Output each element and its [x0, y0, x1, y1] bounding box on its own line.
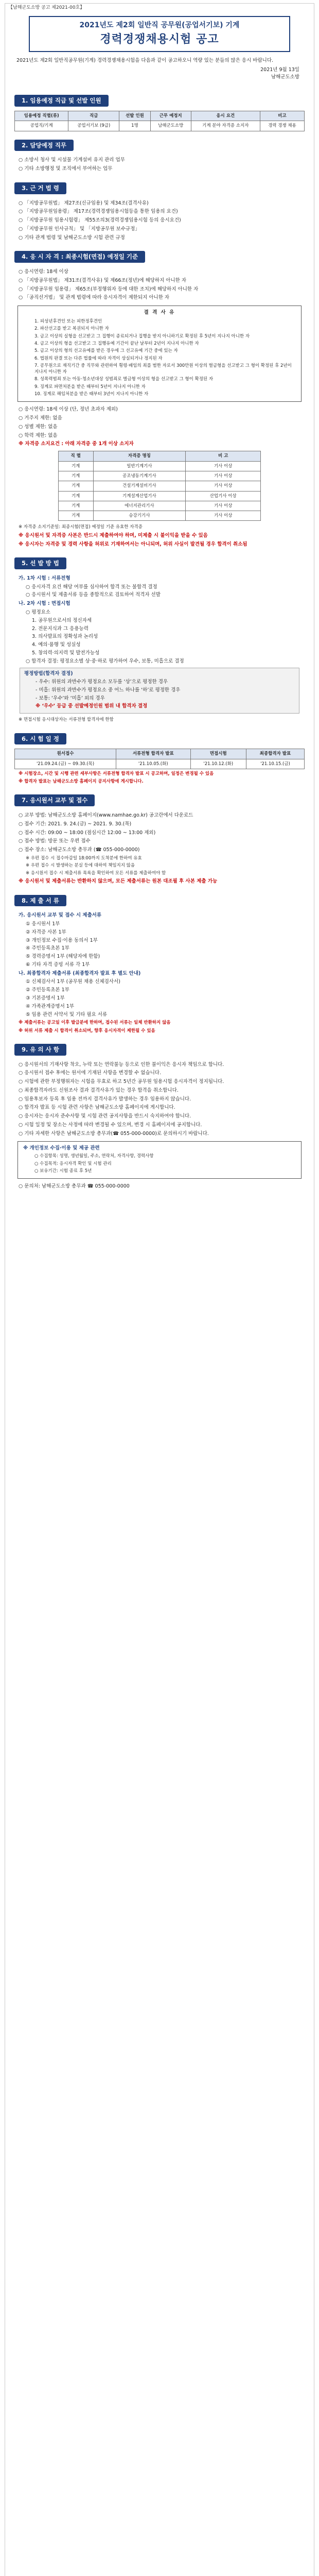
section-1-head: 1. 임용예정 직급 및 선발 인원 [14, 95, 109, 107]
document-warning: ※ 제출서류는 공고일 이후 발급분에 한하며, 접수된 서류는 일체 반환하지 않음 [19, 1020, 171, 1026]
disqualification-item: 7. 공무원으로 재직기간 중 직무와 관련하여 횡령·배임의 죄를 범한 자로서 300만원 이상의 벌금형을 선고받고 그 형이 확정된 후 2년이 지나지 아니한 자 [34, 363, 292, 375]
caution-item: ○ 임용후보자 등록 후 임용 전까지 결격사유가 발생하는 경우 임용하지 않습니다. [19, 1096, 191, 1102]
duty-item: ○ 소방서 청사 및 시설물 기계설비 유지 관리 업무 [19, 157, 125, 163]
license-cell: 산업기사 이상 [186, 491, 261, 501]
license-cell: 기사 이상 [186, 511, 261, 521]
disqualification-item: 8. 성폭력범죄 또는 아동·청소년대상 성범죄로 벌금형 이상의 형을 선고받고 그 형이 확정된 자 [34, 377, 214, 382]
document-item: ⑤ 임용 관련 서약서 및 기타 필요 서류 [26, 1011, 108, 1018]
duty-item: ○ 기타 소방행정 및 조직에서 부여하는 업무 [19, 166, 113, 172]
qualification-item: ○ 응시연령: 18세 이상 [19, 269, 68, 275]
law-item: ○ 「지방공무원임용령」 제17조(경력경쟁임용시험등을 통한 임용의 요건) [19, 209, 178, 215]
law-item: ○ 기타 관계 법령 및 남해군도소방 시험 관련 규정 [19, 234, 125, 241]
warning-note: ※ 응시원서 및 자격증 사본은 반드시 제출하여야 하며, 미제출 시 불이익을 받을 수 있음 [19, 532, 208, 538]
schedule-cell: '21.10.12.(화) [190, 759, 246, 769]
section-6-head: 6. 시 험 일 정 [14, 733, 66, 745]
caution-item: ○ 응시원서 접수 후에는 원서에 기재된 사항을 변경할 수 없습니다. [19, 1070, 162, 1076]
intro-text: 2021년도 제2회 일반직공무원(기계) 경력경쟁채용시험을 다음과 같이 공고하오니 역량 있는 분들의 많은 응시 바랍니다. [16, 58, 274, 64]
caution-item: ○ 응시원서의 기재사항 착오, 누락 또는 연락불능 등으로 인한 불이익은 응시자 책임으로 합니다. [19, 1061, 224, 1067]
license-cell: 기계 [58, 491, 93, 501]
section-5-head: 5. 선 발 방 법 [14, 557, 66, 569]
recruit-col: 직급 [68, 111, 119, 121]
application-item: ○ 접수 장소: 남해군도소방 총무과 (☎ 055-000-0000) [19, 847, 140, 853]
requirement-note: ○ 응시연령: 18세 이상 (단, 정년 초과자 제외) [19, 406, 118, 413]
license-cell: 기사 이상 [186, 471, 261, 481]
license-col: 직 렬 [58, 451, 93, 461]
document-group: 나. 최종합격자 제출서류 (최종합격자 발표 후 별도 안내) [19, 970, 141, 976]
qualification-item: ○ 「공직선거법」 및 관계 법령에 따라 응시자격이 제한되지 아니한 자 [19, 295, 170, 301]
qualification-item: ○ 「지방공무원 임용령」 제65조(부정행위자 등에 대한 조치)에 해당하지 아니한 자 [19, 286, 199, 292]
license-cell: 기계 [58, 481, 93, 491]
privacy-item: ○ 수집목적: 응시자격 확인 및 시험 관리 [34, 1161, 112, 1166]
selection-step: 가. 1차 시험 : 서류전형 [19, 575, 70, 581]
document-item: ③ 기본증명서 1부 [26, 995, 65, 1001]
caution-item: ○ 최종합격자라도 신원조사 결과 결격사유가 있는 경우 합격을 취소합니다. [19, 1087, 179, 1093]
license-cell: 에너지관리기사 [93, 501, 185, 511]
qualify-item: - 우수: 위원의 과반수가 평정요소 모두를 ‘상’으로 평정한 경우 [36, 679, 168, 685]
title-line2: 경력경쟁채용시험 공고 [100, 33, 219, 46]
disqualification-item: 3. 금고 이상의 실형을 선고받고 그 집행이 종료되거나 집행을 받지 아니하기로 확정된 후 5년이 지나지 아니한 자 [34, 333, 250, 339]
schedule-note: ※ 합격자 발표는 남해군도소방 홈페이지 공지사항에 게시합니다. [19, 779, 144, 785]
recruit-col: 임용예정 직렬(류) [15, 111, 68, 121]
notice-date: 2021년 9월 13일 [260, 66, 299, 73]
document-warning: ※ 허위 서류 제출 시 합격이 취소되며, 향후 응시자격이 제한될 수 있음 [19, 1028, 155, 1033]
law-item: ○ 「지방공무원 임용시험령」 제55조의3(경력경쟁임용시험 등의 응시요건) [19, 217, 181, 224]
disqualification-item: 2. 파산선고를 받고 복권되지 아니한 자 [34, 326, 109, 332]
disqualification-item: 9. 징계로 파면처분을 받은 때부터 5년이 지나지 아니한 자 [34, 384, 146, 389]
selection-item: ○ 합격자 결정: 평정요소별 상·중·하로 평가하여 우수, 보통, 미흡으로 결정 [26, 658, 184, 664]
license-cell: 기사 이상 [186, 461, 261, 471]
application-item: ○ 접수 기간: 2021. 9. 24.(금) ~ 2021. 9. 30.(목) [19, 821, 132, 827]
application-note: ※ 우편 접수 시 접수마감일 18:00까지 도착분에 한하여 유효 [26, 855, 142, 861]
schedule-col: 최종합격자 발표 [246, 749, 305, 759]
document-item: ③ 개인정보 수집·이용 동의서 1부 [26, 937, 98, 943]
notice-tag: 【남해군도소방 공고 제2021-00호】 [8, 5, 85, 10]
disqualification-item: 4. 금고 이상의 형을 선고받고 그 집행유예 기간이 끝난 날부터 2년이 지나지 아니한 자 [34, 341, 199, 346]
caution-item: ○ 기타 자세한 사항은 남해군도소방 총무과(☎ 055-000-0000)로 문의하시기 바랍니다. [19, 1130, 209, 1137]
privacy-item: ○ 보유기간: 시험 종료 후 5년 [34, 1168, 92, 1174]
selection-item: 2. 전문지식과 그 응용능력 [32, 625, 88, 632]
selection-item: 4. 예의·품행 및 성실성 [32, 642, 81, 648]
license-cell: 기사 이상 [186, 481, 261, 491]
disqualification-box [17, 306, 302, 402]
section-9-head: 9. 유 의 사 항 [14, 1044, 66, 1056]
license-table [58, 451, 261, 521]
qualify-title: 평정방법(합격자 결정) [24, 671, 73, 677]
recruit-col: 응시 요건 [191, 111, 260, 121]
requirement-note: ○ 학력 제한: 없음 [19, 432, 58, 438]
license-cell: 기계 [58, 501, 93, 511]
disqualification-item: 1. 피성년후견인 또는 피한정후견인 [34, 318, 102, 324]
section-7-head: 7. 응시원서 교부 및 접수 [14, 794, 95, 806]
qualify-item: ※ ‘우수’ 등급 중 선발예정인원 범위 내 합격자 결정 [36, 703, 148, 709]
qualify-item: - 보통: ‘우수’와 ‘미흡’ 외의 경우 [36, 695, 105, 701]
title-box [29, 16, 290, 52]
qualify-item: - 미흡: 위원의 과반수가 평정요소 중 어느 하나를 ‘하’로 평정한 경우 [36, 687, 181, 693]
selection-item: 5. 창의력·의지력 및 발전가능성 [32, 650, 100, 656]
schedule-note: ※ 시험장소, 시간 및 시행 관련 세부사항은 서류전형 합격자 발표 시 공고하며, 일정은 변경될 수 있음 [19, 771, 214, 776]
license-cell: 일반기계기사 [93, 461, 185, 471]
license-title: ※ 자격증 소지요건 : 아래 자격증 중 1개 이상 소지자 [19, 441, 134, 447]
recruit-col: 선발 인원 [119, 111, 151, 121]
selection-item: 3. 의사발표의 정확성과 논리성 [32, 634, 98, 640]
disqualification-item: 10. 징계로 해임처분을 받은 때부터 3년이 지나지 아니한 자 [34, 392, 149, 397]
selection-item: 1. 공무원으로서의 정신자세 [32, 617, 92, 623]
application-item: ○ 교부 방법: 남해군도소방 홈페이지(www.namhae.go.kr) 공고란에서 다운로드 [19, 812, 193, 819]
qualification-item: ○ 「지방공무원법」 제31조(결격사유) 및 제66조(정년)에 해당하지 아니한 자 [19, 277, 187, 283]
recruit-cell: 기계 분야 자격증 소지자 [191, 121, 260, 131]
recruit-table [14, 111, 305, 131]
recruit-cell: 공업직/기계 [15, 121, 68, 131]
contact-info: ○ 문의처: 남해군도소방 총무과 ☎ 055-000-0000 [19, 1183, 130, 1190]
caution-item: ○ 합격자 발표 등 시험 관련 사항은 남해군도소방 홈페이지에 게시합니다. [19, 1105, 175, 1111]
section-8-head: 8. 제 출 서 류 [14, 895, 66, 907]
application-note: ※ 응시원서 접수 시 제출서류 목록을 확인하여 모든 서류를 제출하여야 함 [26, 870, 166, 876]
license-cell: 공조냉동기계기사 [93, 471, 185, 481]
privacy-title: ※ 개인정보 수집·이용 및 제공 관련 [23, 1145, 100, 1151]
license-cell: 기계 [58, 461, 93, 471]
disqualification-item: 6. 법원의 판결 또는 다른 법률에 따라 자격이 상실되거나 정지된 자 [34, 355, 163, 361]
schedule-table [14, 749, 305, 769]
application-item: ○ 접수 방법: 방문 또는 우편 접수 [19, 838, 91, 844]
selection-item: ○ 평정요소 [26, 609, 51, 616]
license-cell: 기계 [58, 511, 93, 521]
application-warning: ※ 응시원서 및 제출서류는 반환하지 않으며, 모든 제출서류는 원본 대조필 후 사본 제출 가능 [19, 878, 218, 884]
schedule-col: 서류전형 합격자 발표 [116, 749, 190, 759]
license-cell: 건설기계설비기사 [93, 481, 185, 491]
disqualification-item: 5. 금고 이상의 형의 선고유예를 받은 경우에 그 선고유예 기간 중에 있는 자 [34, 348, 178, 354]
selection-item: ○ 응시원서 및 제출서류 등을 종합적으로 검토하여 적격자 선발 [26, 592, 161, 598]
title-line1: 2021년도 제2회 일반직 공무원(공업서기보) 기계 [79, 21, 240, 29]
notice-page [5, 3, 314, 2576]
requirement-note: ○ 성별 제한: 없음 [19, 423, 58, 430]
caution-item: ○ 시험에 관한 부정행위자는 시험을 무효로 하고 5년간 공무원 임용시험 응시자격이 정지됩니다. [19, 1079, 224, 1085]
document-group: 가. 응시원서 교부 및 접수 시 제출서류 [19, 912, 102, 919]
document-item: ④ 가족관계증명서 1부 [26, 1003, 75, 1009]
schedule-cell: '21.10.15.(금) [246, 759, 305, 769]
recruit-cell: 공업서기보 (9급) [68, 121, 119, 131]
schedule-col: 면접시험 [190, 749, 246, 759]
law-item: ○ 「지방공무원법」 제27조(신규임용) 및 제34조(결격사유) [19, 200, 149, 206]
recruit-cell: 1명 [119, 121, 151, 131]
caution-item: ○ 응시자는 응시자 준수사항 및 시험 관련 공지사항을 반드시 숙지하여야 합니다. [19, 1113, 191, 1120]
caution-item: ○ 시험 일정 및 장소는 사정에 따라 변경될 수 있으며, 변경 시 홈페이지에 공지합니다. [19, 1122, 202, 1128]
selection-item: ○ 응시자격 요건 해당 여부를 심사하여 합격 또는 불합격 결정 [26, 584, 157, 590]
section-2-head: 2. 담당예정 직무 [14, 140, 74, 151]
license-col: 비 고 [186, 451, 261, 461]
document-item: ⑤ 경력증명서 1부 (해당자에 한함) [26, 954, 100, 960]
section-4-head: 4. 응 시 자 격 : 최종시험(면접) 예정일 기준 [14, 251, 145, 263]
law-item: ○ 「지방공무원 인사규칙」 및 「지방공무원 보수규정」 [19, 226, 140, 232]
disqualification-title: 결 격 사 유 [144, 310, 175, 316]
section-3-head: 3. 근 거 법 령 [14, 182, 66, 194]
schedule-col: 원서접수 [15, 749, 116, 759]
recruit-col: 근무 예정지 [150, 111, 191, 121]
document-item: ② 자격증 사본 1부 [26, 929, 66, 935]
notice-agency: 남해군도소방 [271, 74, 299, 80]
document-item: ② 주민등록초본 1부 [26, 987, 69, 993]
license-cell: 기계설계산업기사 [93, 491, 185, 501]
document-item: ① 응시원서 1부 [26, 921, 60, 927]
license-cell: 승강기기사 [93, 511, 185, 521]
document-item: ① 신체검사서 1부 (공무원 채용 신체검사서) [26, 979, 120, 985]
license-cell: 기계 [58, 471, 93, 481]
license-note: ※ 자격증 소지기준일: 최종시험(면접) 예정일 기준 유효한 자격증 [19, 524, 143, 530]
schedule-cell: '21.09.24.(금) ~ 09.30.(목) [15, 759, 116, 769]
application-note: ※ 우편 접수 시 발생하는 분실 등에 대하여 책임지지 않음 [26, 863, 135, 869]
selection-step: 나. 2차 시험 : 면접시험 [19, 601, 70, 607]
selection-note: ※ 면접시험 응시대상자는 서류전형 합격자에 한함 [19, 717, 114, 723]
qualify-box [20, 668, 299, 714]
recruit-cell: 남해군도소방 [150, 121, 191, 131]
application-item: ○ 접수 시간: 09:00 ~ 18:00 (점심시간 12:00 ~ 13:00 제외) [19, 829, 156, 836]
document-item: ④ 주민등록초본 1부 [26, 945, 69, 952]
recruit-col: 비고 [260, 111, 304, 121]
license-col: 자격증 명칭 [93, 451, 185, 461]
document-item: ⑥ 기타 자격 증빙 서류 각 1부 [26, 961, 90, 968]
schedule-cell: '21.10.05.(화) [116, 759, 190, 769]
privacy-item: ○ 수집항목: 성명, 생년월일, 주소, 연락처, 자격사항, 경력사항 [34, 1154, 154, 1159]
recruit-cell: 경력 경쟁 채용 [260, 121, 304, 131]
requirement-note: ○ 거주지 제한: 없음 [19, 415, 62, 421]
warning-note: ※ 응시자는 자격증 및 경력 사항을 허위로 기재하여서는 아니되며, 허위 사실이 발견될 경우 합격이 취소됨 [19, 541, 247, 547]
privacy-box [17, 1141, 302, 1179]
license-cell: 기사 이상 [186, 501, 261, 511]
